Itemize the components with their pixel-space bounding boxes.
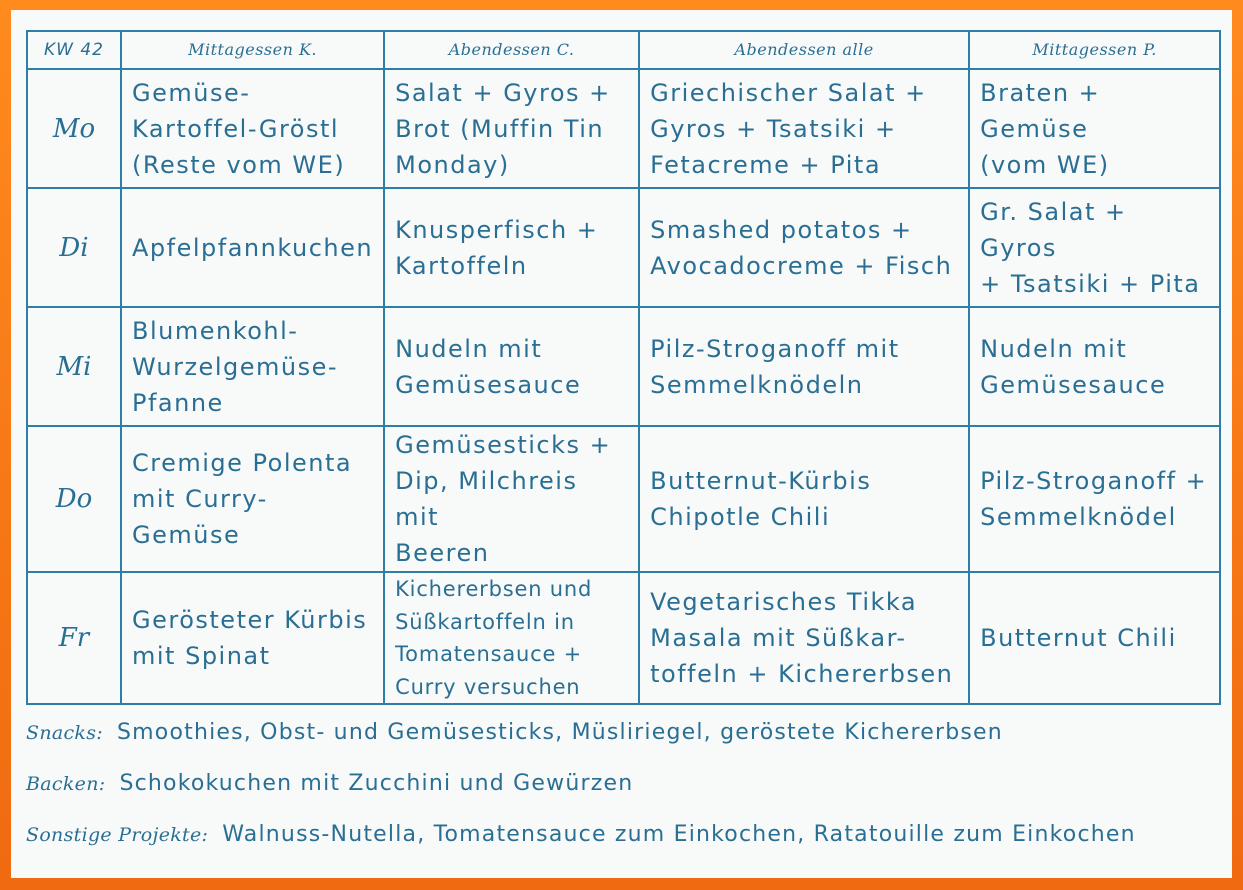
- baking-line: [26, 771, 633, 796]
- day-label: Di: [27, 188, 121, 307]
- table-row: [27, 69, 1220, 188]
- meal-cell: Vegetarisches Tikka Masala mit Süßkar- toffeln + Kichererbsen: [639, 572, 969, 704]
- meal-plan-table: [26, 30, 1221, 705]
- week-header: KW 42: [27, 31, 121, 69]
- meal-cell: Nudeln mit Gemüsesauce: [384, 307, 639, 426]
- meal-cell: Gemüse- Kartoffel-Gröstl (Reste vom WE): [121, 69, 384, 188]
- day-label: Mo: [27, 69, 121, 188]
- column-header: Abendessen alle: [639, 31, 969, 69]
- column-header: Mittagessen P.: [969, 31, 1220, 69]
- table-row: [27, 188, 1220, 307]
- snacks-label: Snacks:: [26, 722, 103, 744]
- day-label: Fr: [27, 572, 121, 704]
- snacks-line: [26, 720, 1003, 745]
- meal-cell: Blumenkohl- Wurzelgemüse- Pfanne: [121, 307, 384, 426]
- meal-cell: Gerösteter Kürbis mit Spinat: [121, 572, 384, 704]
- meal-cell: Butternut-Kürbis Chipotle Chili: [639, 426, 969, 572]
- meal-cell: Braten + Gemüse (vom WE): [969, 69, 1220, 188]
- day-label: Do: [27, 426, 121, 572]
- column-header: Mittagessen K.: [121, 31, 384, 69]
- column-header: Abendessen C.: [384, 31, 639, 69]
- projects-text: Walnuss-Nutella, Tomatensauce zum Einkochen, Ratatouille zum Einkochen: [222, 822, 1136, 847]
- projects-line: [26, 822, 1136, 847]
- table-row: [27, 572, 1220, 704]
- meal-cell: Gemüsesticks + Dip, Milchreis mit Beeren: [384, 426, 639, 572]
- projects-label: Sonstige Projekte:: [26, 824, 209, 846]
- day-label: Mi: [27, 307, 121, 426]
- meal-cell: Cremige Polenta mit Curry- Gemüse: [121, 426, 384, 572]
- snacks-text: Smoothies, Obst- und Gemüsesticks, Müsliriegel, geröstete Kichererbsen: [117, 720, 1003, 745]
- baking-label: Backen:: [26, 773, 106, 795]
- header-row: [27, 31, 1220, 69]
- meal-cell: Kichererbsen und Süßkartoffeln in Tomatensauce + Curry versuchen: [384, 572, 639, 704]
- meal-cell: Apfelpfannkuchen: [121, 188, 384, 307]
- table-row: [27, 307, 1220, 426]
- meal-cell: Gr. Salat + Gyros + Tsatsiki + Pita: [969, 188, 1220, 307]
- baking-text: Schokokuchen mit Zucchini und Gewürzen: [119, 771, 634, 796]
- meal-cell: Pilz-Stroganoff + Semmelknödel: [969, 426, 1220, 572]
- meal-cell: Knusperfisch + Kartoffeln: [384, 188, 639, 307]
- table-row: [27, 426, 1220, 572]
- meal-cell: Griechischer Salat + Gyros + Tsatsiki + Fetacreme + Pita: [639, 69, 969, 188]
- meal-cell: Smashed potatos + Avocadocreme + Fisch: [639, 188, 969, 307]
- meal-cell: Salat + Gyros + Brot (Muffin Tin Monday): [384, 69, 639, 188]
- meal-cell: Pilz-Stroganoff mit Semmelknödeln: [639, 307, 969, 426]
- meal-cell: Butternut Chili: [969, 572, 1220, 704]
- meal-cell: Nudeln mit Gemüsesauce: [969, 307, 1220, 426]
